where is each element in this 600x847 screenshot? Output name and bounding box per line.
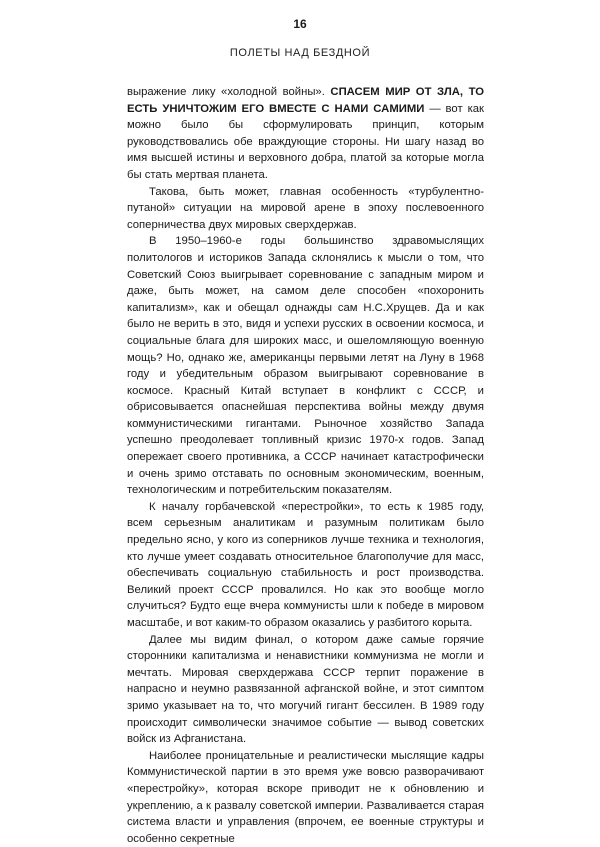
paragraph: Далее мы видим финал, о котором даже самые горячие сторонники капитализма и ненавистники коммунизма не могли и мечтать. Мировая сверхдержава СССР терпит поражение в напрасно и неумно развязанной афганской войне, и этот симптом зримо указывает на то, что могучий гигант бессилен. В 1989 году происходит символически значимое событие — вывод советских войск из Афганистана. xyxy=(127,633,484,746)
paragraph: В 1950–1960-е годы большинство здравомыслящих политологов и историков Запада склонялись к мысли о том, что Советский Союз выигрывает соревнование с западным миром и даже, быть может, на самом деле способен «похоронить капитализм», как и обещал однажды сам Н.С.Хрущев. Да и как было не верить в это, видя и успехи русских в освоении космоса, и социальные блага для широких масс, и ошеломляющую военную мощь? Но, однако же, американцы первыми летят на Луну в 1968 году и убедительным образом выигрывают соревнование в космосе. Красный Китай вступает в конфликт с СССР, и обрисовывается опаснейшая перспектива войны между двумя коммунистическими гигантами. Рыночное хозяйство Запада успешно преодолевает топливный кризис 1970-х годов. Запад опережает своего противника, а СССР начинает катастрофически и очень зримо отставать по основным экономическим, военным, технологическим и потребительским показателям. xyxy=(127,235,484,497)
paragraph: Такова, быть может, главная особенность «турбулентно-путаной» ситуации на мировой арене в эпоху послевоенного соперничества двух мировых сверхдержав. xyxy=(127,185,484,231)
paragraph-rest: — вот как можно было бы сформулировать принцип, которым руководствовались обе враждующие стороны. Ни шагу назад во имя высшей истины и верховного добра, платой за которые могла бы стать мертвая планета. xyxy=(127,102,484,181)
paragraph: К началу горбачевской «перестройки», то есть к 1985 году, всем серьезным аналитикам и разумным политикам было предельно ясно, у кого из соперников лучше техника и технология, кто лучше умеет создавать относительное благополучие для масс, обеспечивать социальную стабильность и рост производства. Великий проект СССР провалился. Но как это вообще могло случиться? Будто еще вчера коммунисты шли к победе в мировом масштабе, и вот каким-то образом оказались у разбитого корыта. xyxy=(127,500,484,629)
page-number: 16 xyxy=(293,17,307,31)
paragraph-lead: выражение лику «холодной войны». xyxy=(127,86,331,98)
running-head: ПОЛЕТЫ НАД БЕЗДНОЙ xyxy=(229,47,371,59)
paragraph xyxy=(127,84,484,184)
bold-emphasis: СПАСЕМ МИР ОТ ЗЛА, ТО ЕСТЬ УНИЧТОЖИМ ЕГО ВМЕСТЕ С НАМИ САМИМИ xyxy=(127,86,484,115)
paragraph: Наиболее проницательные и реалистически мыслящие кадры Коммунистической партии в это время уже вовсю разворачивают «перестройку», которая вскоре приводит не к обновлению и укреплению, а к развалу советской империи. Разваливается старая система власти и управления (впрочем, ее военные структуры и особенно секретные xyxy=(127,749,484,845)
body-text xyxy=(127,84,484,847)
